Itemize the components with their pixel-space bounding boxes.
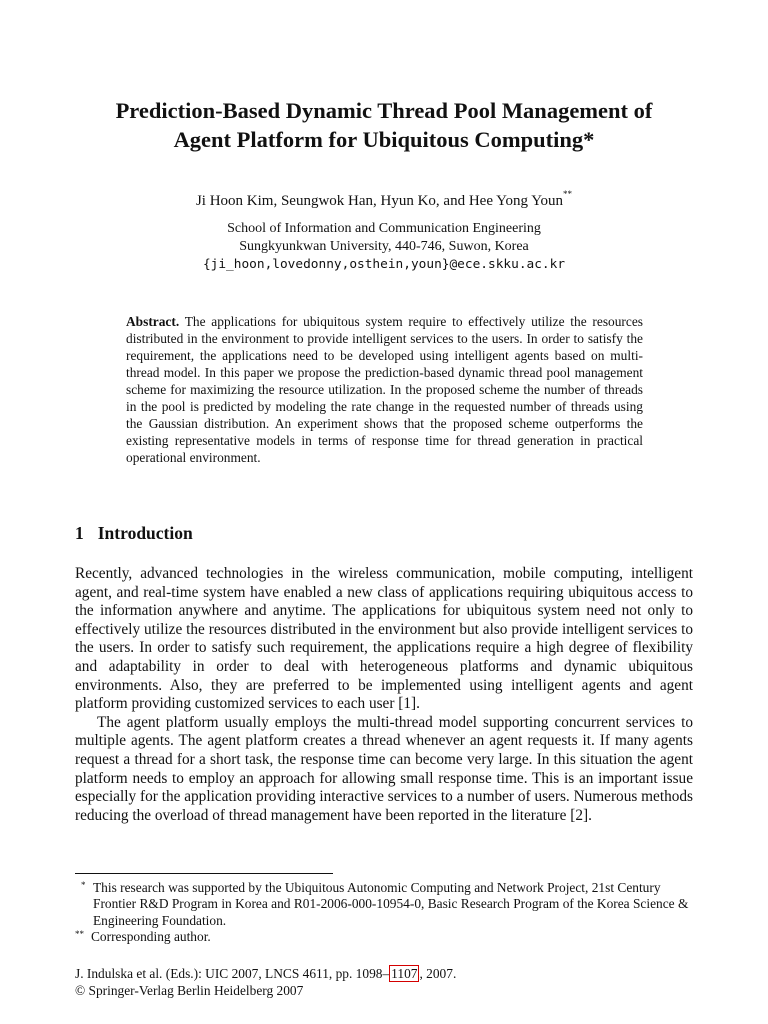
- footnotes: [75, 880, 693, 946]
- footnote-funding: [75, 880, 693, 929]
- paragraph-2: The agent platform usually employs the multi-thread model supporting concurrent services to multiple agents. The agent platform creates a thread whenever an agent requests it. If many agents request a thread for a short task, the response time can become very large. In this situation the agent platform needs to employ an approach for allowing small response time. This is an important issue especially for the application providing interactive services to a number of users. Numerous methods reducing the overload of thread management have been reported in the literature [2].: [75, 713, 693, 824]
- abstract-label: Abstract.: [126, 314, 180, 329]
- copyright-line: © Springer-Verlag Berlin Heidelberg 2007: [75, 982, 304, 998]
- footnote-corresponding: [75, 929, 693, 945]
- affiliation-school: School of Information and Communication Engineering: [227, 221, 541, 236]
- citation-line: [75, 966, 456, 983]
- authors-text: Ji Hoon Kim, Seungwok Han, Hyun Ko, and Hee Yong Youn: [195, 193, 564, 209]
- title-line-2: Agent Platform for Ubiquitous Computing*: [173, 127, 595, 152]
- section-number: 1: [75, 523, 84, 543]
- citation-suffix: , 2007.: [419, 966, 457, 981]
- publication-info: [75, 966, 456, 999]
- introduction-body: [75, 565, 693, 825]
- author-emails: {ji_hoon,lovedonny,osthein,youn}@ece.skku.ac.kr: [202, 257, 566, 272]
- section-heading-introduction: [75, 523, 193, 544]
- abstract: [126, 313, 643, 466]
- title-line-1: Prediction-Based Dynamic Thread Pool Management of: [115, 98, 653, 123]
- citation-prefix: J. Indulska et al. (Eds.): UIC 2007, LNCS 4611, pp. 1098–: [75, 966, 390, 981]
- footnote-1-text: This research was supported by the Ubiquitous Autonomic Computing and Network Project, 21st Century Frontier R&D Program in Korea and R01-2006-000-10954-0, Basic Research Program of the Korea Science & Engineering Foundation.: [93, 880, 689, 928]
- affiliation-university: Sungkyunkwan University, 440-746, Suwon, Korea: [239, 239, 529, 254]
- end-page-link[interactable]: 1107: [391, 966, 418, 981]
- author-list: [0, 184, 768, 211]
- paper-title: [60, 96, 708, 154]
- corresponding-author-mark: **: [563, 189, 573, 199]
- footnote-1-mark: *: [81, 880, 86, 890]
- paragraph-1: Recently, advanced technologies in the wireless communication, mobile computing, intelligent agent, and real-time system have enabled a new class of applications requiring ubiquitous access to the information anywhere and anytime. The applications for ubiquitous system need not only to effectively utilize the resources distributed in the environment but also provide intelligent services to the users. In order to satisfy such requirement, the applications require a high degree of flexibility and adaptability in order to deal with heterogeneous platforms and dynamic ubiquitous environments. Also, they are preferred to be implemented using intelligent agents and agent platform providing customized services to each user [1].: [75, 565, 693, 713]
- footnote-rule: [75, 873, 333, 874]
- abstract-text: The applications for ubiquitous system require to effectively utilize the resources distributed in the environment to provide intelligent services to the users. In order to satisfy the requirement, the applications need to be developed using intelligent agents based on multi-thread model. In this paper we propose the prediction-based dynamic thread pool management scheme for maximizing the resource utilization. In the proposed scheme the number of threads in the pool is predicted by modeling the rate change in the requested number of threads using the Gaussian distribution. An experiment shows that the proposed scheme outperforms the existing representative models in terms of response time for thread generation in practical operational environment.: [126, 314, 643, 465]
- footnote-2-mark: **: [75, 929, 84, 940]
- section-title: Introduction: [97, 523, 193, 543]
- affiliation-block: [0, 220, 768, 274]
- footnote-2-text: Corresponding author.: [91, 929, 211, 945]
